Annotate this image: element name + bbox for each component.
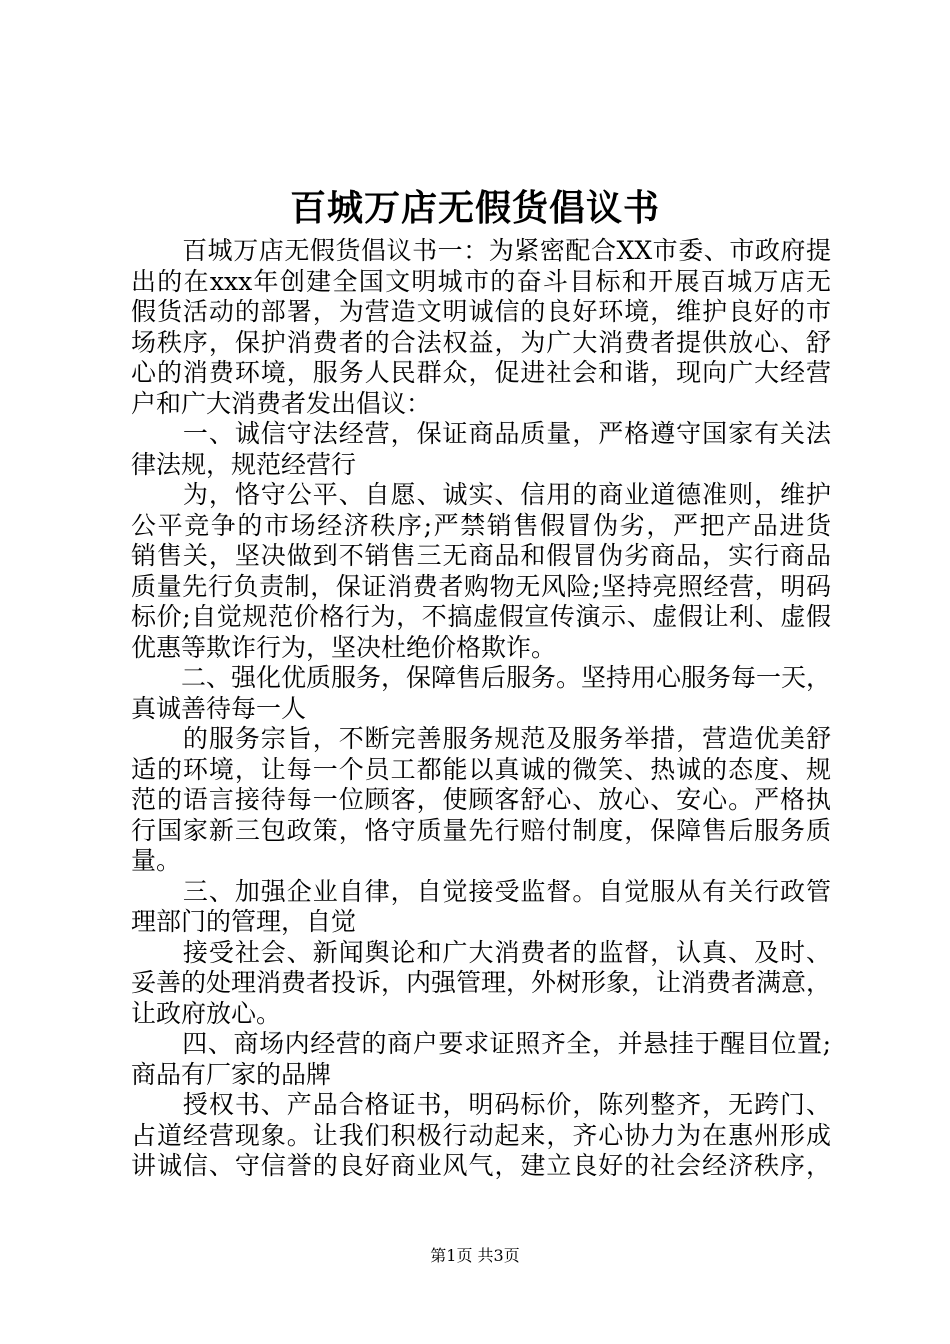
- body-line: 占道经营现象。让我们积极行动起来，齐心协力为在惠州形成: [131, 1120, 831, 1150]
- body-line: 真诚善待每一人: [131, 693, 307, 723]
- body-line: 出的在xxx年创建全国文明城市的奋斗目标和开展百城万店无: [131, 266, 831, 296]
- body-line: 妥善的处理消费者投诉，内强管理，外树形象，让消费者满意，: [131, 968, 831, 997]
- document-body: [131, 236, 831, 1182]
- body-line: 商品有厂家的品牌: [131, 1059, 332, 1089]
- body-line: 适的环境，让每一个员工都能以真诚的微笑、热诚的态度、规: [131, 754, 831, 784]
- body-line: 的服务宗旨，不断完善服务规范及服务举措，营造优美舒: [131, 724, 831, 753]
- body-line: 三、加强企业自律，自觉接受监督。自觉服从有关行政管: [131, 876, 831, 906]
- body-line: 假货活动的部署，为营造文明诚信的良好环境，维护良好的市: [131, 297, 831, 326]
- body-line: 场秩序，保护消费者的合法权益，为广大消费者提供放心、舒: [131, 327, 831, 357]
- body-line: 理部门的管理，自觉: [131, 907, 357, 936]
- body-line: 律法规，规范经营行: [131, 449, 357, 479]
- body-line: 范的语言接待每一位顾客，使顾客舒心、放心、安心。严格执: [131, 785, 831, 814]
- body-line: 质量先行负责制，保证消费者购物无风险;坚持亮照经营，明码: [131, 571, 831, 601]
- body-line: 讲诚信、守信誉的良好商业风气，建立良好的社会经济秩序，: [131, 1151, 831, 1180]
- body-line: 量。: [131, 846, 182, 875]
- body-line: 接受社会、新闻舆论和广大消费者的监督，认真、及时、: [131, 937, 831, 967]
- body-line: 标价;自觉规范价格行为，不搞虚假宣传演示、虚假让利、虚假: [131, 602, 831, 631]
- body-line: 户和广大消费者发出倡议：: [131, 388, 432, 418]
- page-footer: 第1页 共3页: [430, 1246, 520, 1265]
- body-line: 一、诚信守法经营，保证商品质量，严格遵守国家有关法: [131, 419, 831, 448]
- body-line: 让政府放心。: [131, 998, 282, 1028]
- body-line: 行国家新三包政策，恪守质量先行赔付制度，保障售后服务质: [131, 815, 831, 845]
- body-line: 心的消费环境，服务人民群众，促进社会和谐，现向广大经营: [131, 358, 831, 387]
- body-line: 二、强化优质服务，保障售后服务。坚持用心服务每一天，: [131, 663, 831, 692]
- body-line: 百城万店无假货倡议书一：为紧密配合XX市委、市政府提: [131, 236, 831, 265]
- body-line: 授权书、产品合格证书，明码标价，陈列整齐，无跨门、: [131, 1090, 831, 1119]
- body-line: 为，恪守公平、自愿、诚实、信用的商业道德准则，维护: [131, 480, 831, 509]
- body-line: 公平竞争的市场经济秩序;严禁销售假冒伪劣，严把产品进货: [131, 510, 831, 540]
- document-title: 百城万店无假货倡议书: [289, 188, 660, 229]
- body-line: 四、商场内经营的商户要求证照齐全，并悬挂于醒目位置;: [131, 1029, 831, 1058]
- body-line: 销售关，坚决做到不销售三无商品和假冒伪劣商品，实行商品: [131, 541, 831, 570]
- body-line: 优惠等欺诈行为，坚决杜绝价格欺诈。: [131, 632, 557, 662]
